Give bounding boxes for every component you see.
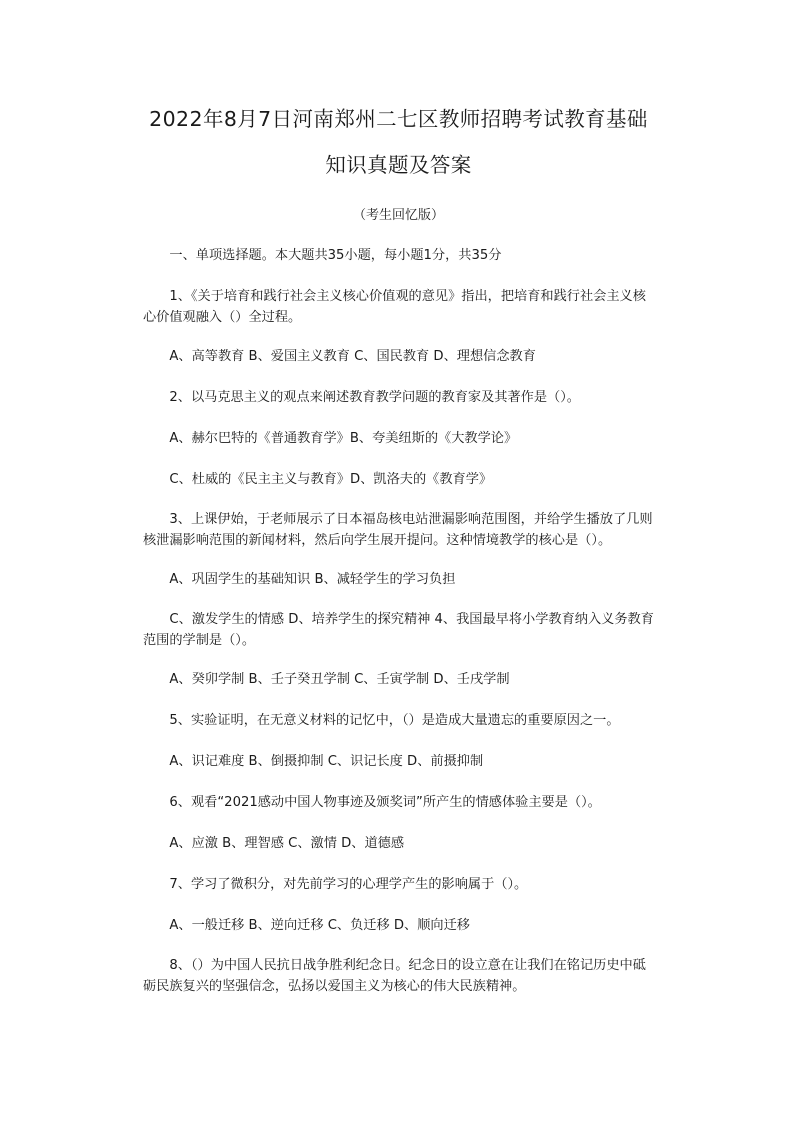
options-5: A、识记难度 B、倒摄抑制 C、识记长度 D、前摄抑制 [169, 754, 484, 769]
options-3b-question-4: C、激发学生的情感 D、培养学生的探究精神 4、我国最早将小学教育纳入义务教育范围的学制是（）。 [143, 612, 654, 648]
options-2b: C、杜威的《民主主义与教育》D、凯洛夫的《教育学》 [169, 472, 493, 487]
document-title-line2: 知识真题及答案 [325, 153, 472, 177]
question-6: 6、观看“2021感动中国人物事迹及颁奖词”所产生的情感体验主要是（）。 [169, 795, 601, 810]
question-8: 8、（）为中国人民抗日战争胜利纪念日。纪念日的设立意在让我们在铭记历史中砥砺民族复兴的坚强信念，弘扬以爱国主义为核心的伟大民族精神。 [143, 958, 646, 994]
question-7: 7、学习了微积分，对先前学习的心理学产生的影响属于（）。 [169, 877, 528, 892]
question-2: 2、以马克思主义的观点来阐述教育教学问题的教育家及其著作是（）。 [169, 390, 580, 405]
options-6: A、应激 B、理智感 C、激情 D、道德感 [169, 836, 405, 851]
question-5: 5、实验证明，在无意义材料的记忆中，（）是造成大量遗忘的重要原因之一。 [169, 713, 620, 728]
options-7: A、一般迁移 B、逆向迁移 C、负迁移 D、顺向迁移 [169, 918, 470, 933]
section-heading: 一、单项选择题。本大题共35小题，每小题1分，共35分 [169, 248, 502, 263]
options-1: A、高等教育 B、爱国主义教育 C、国民教育 D、理想信念教育 [169, 349, 536, 364]
options-4: A、癸卯学制 B、壬子癸丑学制 C、壬寅学制 D、壬戌学制 [169, 672, 510, 687]
options-3a: A、巩固学生的基础知识 B、减轻学生的学习负担 [169, 572, 456, 587]
document-subtitle: （考生回忆版） [352, 208, 444, 223]
options-2a: A、赫尔巴特的《普通教育学》B、夸美纽斯的《大教学论》 [169, 431, 518, 446]
question-3: 3、上课伊始，于老师展示了日本福岛核电站泄漏影响范围图，并给学生播放了几则核泄漏影响范围的新闻材料，然后向学生展开提问。这种情境教学的核心是（）。 [143, 512, 653, 548]
question-1: 1、《关于培育和践行社会主义核心价值观的意见》指出，把培育和践行社会主义核心价值观融入（）全过程。 [143, 289, 646, 325]
document-title-line1: 2022年8月7日河南郑州二七区教师招聘考试教育基础 [149, 107, 648, 131]
